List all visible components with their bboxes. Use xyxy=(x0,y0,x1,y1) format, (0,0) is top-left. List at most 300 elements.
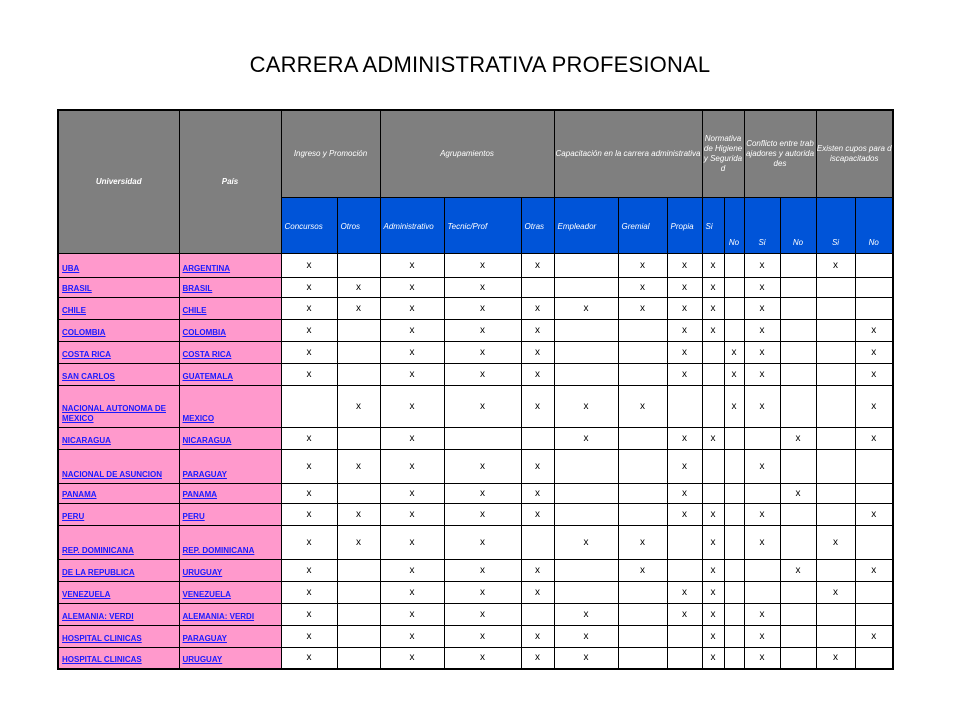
cell-tecnic-prof: x xyxy=(444,603,521,625)
cell-higiene-no xyxy=(724,647,744,669)
cell-cupos-si xyxy=(816,625,855,647)
subheader-tecnic-prof: Tecnic/Prof xyxy=(444,197,521,253)
cell-empleador xyxy=(554,277,618,297)
cell-universidad xyxy=(58,525,179,559)
cell-cupos-no xyxy=(855,277,893,297)
cell-otros xyxy=(337,647,380,669)
cell-universidad xyxy=(58,363,179,385)
cell-higiene-no: x xyxy=(724,363,744,385)
cell-conflicto-si: x xyxy=(744,253,780,277)
cell-propia xyxy=(667,625,702,647)
header-agrupamientos: Agrupamientos xyxy=(380,110,554,197)
universidad-link[interactable]: HOSPITAL CLINICAS xyxy=(62,655,142,664)
table-row xyxy=(58,483,893,503)
universidad-link[interactable]: UBA xyxy=(62,263,80,273)
cell-pais xyxy=(179,297,281,319)
cell-conflicto-si: x xyxy=(744,647,780,669)
pais-link[interactable]: ALEMANIA: VERDI xyxy=(182,611,255,621)
cell-cupos-si xyxy=(816,503,855,525)
cell-otros xyxy=(337,341,380,363)
cell-higiene-si: x xyxy=(702,277,724,297)
page-title: CARRERA ADMINISTRATIVA PROFESIONAL xyxy=(249,52,711,77)
cell-otros: x xyxy=(337,449,380,483)
cell-administrativo: x xyxy=(380,647,444,669)
cell-cupos-si xyxy=(816,319,855,341)
cell-pais xyxy=(179,625,281,647)
cell-higiene-no xyxy=(724,581,744,603)
universidad-link[interactable]: REP. DOMINICANA xyxy=(62,545,134,555)
cell-otros: x xyxy=(337,297,380,319)
header-cupos: Existen cupos para discapacitados xyxy=(816,110,893,197)
universidad-link[interactable]: BRASIL xyxy=(62,283,92,293)
cell-otras: x xyxy=(521,341,554,363)
cell-conflicto-no: x xyxy=(780,427,816,449)
cell-cupos-si xyxy=(816,341,855,363)
pais-link[interactable]: PANAMA xyxy=(182,489,218,499)
cell-higiene-no: x xyxy=(724,341,744,363)
pais-link[interactable]: COSTA RICA xyxy=(182,349,232,359)
universidad-link[interactable]: HOSPITAL CLINICAS xyxy=(62,633,142,643)
cell-conflicto-si: x xyxy=(744,503,780,525)
table-row xyxy=(58,385,893,427)
table-row xyxy=(58,341,893,363)
cell-propia xyxy=(667,525,702,559)
pais-link[interactable]: NICARAGUA xyxy=(182,435,232,445)
cell-higiene-no xyxy=(724,297,744,319)
universidad-link[interactable]: PANAMA xyxy=(62,489,97,499)
cell-propia: x xyxy=(667,297,702,319)
cell-concursos: x xyxy=(281,277,337,297)
cell-cupos-no xyxy=(855,253,893,277)
cell-pais xyxy=(179,503,281,525)
universidad-link[interactable]: COSTA RICA xyxy=(62,349,111,359)
cell-empleador xyxy=(554,581,618,603)
cell-administrativo: x xyxy=(380,449,444,483)
cell-propia: x xyxy=(667,319,702,341)
table-row xyxy=(58,525,893,559)
cell-tecnic-prof: x xyxy=(444,647,521,669)
cell-pais xyxy=(179,385,281,427)
cell-propia xyxy=(667,559,702,581)
table-row xyxy=(58,625,893,647)
cell-higiene-no xyxy=(724,559,744,581)
cell-empleador xyxy=(554,503,618,525)
cell-concursos: x xyxy=(281,647,337,669)
cell-concursos: x xyxy=(281,581,337,603)
cell-conflicto-si: x xyxy=(744,363,780,385)
cell-universidad xyxy=(58,483,179,503)
cell-propia xyxy=(667,647,702,669)
universidad-link[interactable]: CHILE xyxy=(62,305,86,315)
cell-cupos-no: x xyxy=(855,341,893,363)
cell-conflicto-no xyxy=(780,277,816,297)
cell-administrativo: x xyxy=(380,363,444,385)
cell-conflicto-no xyxy=(780,647,816,669)
cell-otras: x xyxy=(521,647,554,669)
cell-empleador: x xyxy=(554,297,618,319)
cell-conflicto-no xyxy=(780,341,816,363)
cell-conflicto-no xyxy=(780,525,816,559)
pais-link[interactable]: COLOMBIA xyxy=(182,327,227,337)
subheader-empleador: Empleador xyxy=(554,197,618,253)
cell-otras xyxy=(521,427,554,449)
cell-higiene-si xyxy=(702,363,724,385)
cell-higiene-no xyxy=(724,449,744,483)
cell-otras: x xyxy=(521,319,554,341)
table-row xyxy=(58,647,893,669)
cell-gremial xyxy=(618,341,667,363)
cell-otras xyxy=(521,603,554,625)
cell-otros xyxy=(337,625,380,647)
cell-gremial: x xyxy=(618,385,667,427)
cell-higiene-no xyxy=(724,319,744,341)
cell-pais xyxy=(179,319,281,341)
cell-pais xyxy=(179,647,281,669)
cell-conflicto-si: x xyxy=(744,385,780,427)
cell-higiene-si: x xyxy=(702,319,724,341)
cell-universidad xyxy=(58,277,179,297)
cell-tecnic-prof: x xyxy=(444,277,521,297)
cell-administrativo: x xyxy=(380,525,444,559)
subheader-gremial: Gremial xyxy=(618,197,667,253)
cell-tecnic-prof: x xyxy=(444,483,521,503)
cell-universidad xyxy=(58,253,179,277)
cell-tecnic-prof: x xyxy=(444,559,521,581)
pais-link[interactable]: PERU xyxy=(182,511,205,521)
subheader-propia: Propia xyxy=(667,197,702,253)
pais-link[interactable]: URUGUAY xyxy=(182,655,223,664)
cell-cupos-si xyxy=(816,603,855,625)
cell-empleador: x xyxy=(554,647,618,669)
cell-gremial: x xyxy=(618,525,667,559)
cell-universidad xyxy=(58,319,179,341)
cell-higiene-si: x xyxy=(702,559,724,581)
cell-otras: x xyxy=(521,363,554,385)
cell-cupos-si xyxy=(816,297,855,319)
cell-otros xyxy=(337,603,380,625)
cell-concursos: x xyxy=(281,363,337,385)
cell-otros xyxy=(337,483,380,503)
cell-higiene-si xyxy=(702,449,724,483)
universidad-link[interactable]: ALEMANIA: VERDI xyxy=(62,611,134,621)
pais-link[interactable]: REP. DOMINICANA xyxy=(182,545,255,555)
universidad-link[interactable]: PERU xyxy=(62,511,85,521)
cell-cupos-si xyxy=(816,559,855,581)
table-row xyxy=(58,603,893,625)
cell-propia xyxy=(667,385,702,427)
cell-tecnic-prof: x xyxy=(444,253,521,277)
cell-otras: x xyxy=(521,559,554,581)
cell-pais xyxy=(179,559,281,581)
cell-cupos-no xyxy=(855,297,893,319)
cell-conflicto-no xyxy=(780,503,816,525)
header-universidad: Universidad xyxy=(58,110,179,253)
cell-cupos-no xyxy=(855,581,893,603)
universidad-link[interactable]: NICARAGUA xyxy=(62,435,111,445)
cell-universidad xyxy=(58,603,179,625)
cell-cupos-no xyxy=(855,449,893,483)
cell-pais xyxy=(179,449,281,483)
cell-tecnic-prof: x xyxy=(444,385,521,427)
cell-tecnic-prof: x xyxy=(444,449,521,483)
cell-otros: x xyxy=(337,503,380,525)
cell-otros xyxy=(337,427,380,449)
cell-administrativo: x xyxy=(380,341,444,363)
cell-empleador: x xyxy=(554,385,618,427)
cell-higiene-si xyxy=(702,483,724,503)
cell-higiene-si: x xyxy=(702,297,724,319)
cell-otros xyxy=(337,581,380,603)
cell-conflicto-si xyxy=(744,483,780,503)
cell-conflicto-no: x xyxy=(780,559,816,581)
cell-propia: x xyxy=(667,503,702,525)
cell-propia: x xyxy=(667,277,702,297)
cell-cupos-no: x xyxy=(855,625,893,647)
cell-conflicto-no xyxy=(780,603,816,625)
cell-concursos: x xyxy=(281,341,337,363)
cell-propia: x xyxy=(667,427,702,449)
cell-concursos: x xyxy=(281,559,337,581)
pais-link[interactable]: PARAGUAY xyxy=(182,469,227,479)
cell-cupos-si xyxy=(816,427,855,449)
cell-higiene-si: x xyxy=(702,503,724,525)
cell-concursos: x xyxy=(281,603,337,625)
cell-cupos-no: x xyxy=(855,385,893,427)
cell-concursos: x xyxy=(281,449,337,483)
cell-pais xyxy=(179,277,281,297)
cell-cupos-si xyxy=(816,277,855,297)
cell-otras: x xyxy=(521,297,554,319)
cell-higiene-no: x xyxy=(724,385,744,427)
cell-cupos-no: x xyxy=(855,363,893,385)
cell-higiene-si xyxy=(702,341,724,363)
cell-gremial xyxy=(618,625,667,647)
cell-higiene-no xyxy=(724,483,744,503)
cell-cupos-si xyxy=(816,483,855,503)
cell-concursos: x xyxy=(281,319,337,341)
header-pais: País xyxy=(179,110,281,253)
cell-otras: x xyxy=(521,449,554,483)
cell-concursos: x xyxy=(281,297,337,319)
subheader-higiene-no: No xyxy=(724,197,744,253)
universidad-link[interactable]: DE LA REPUBLICA xyxy=(62,567,135,577)
table-row xyxy=(58,297,893,319)
cell-administrativo: x xyxy=(380,385,444,427)
cell-conflicto-si xyxy=(744,581,780,603)
subheader-otras: Otras xyxy=(521,197,554,253)
universidad-link[interactable]: VENEZUELA xyxy=(62,589,111,599)
cell-cupos-no xyxy=(855,525,893,559)
cell-universidad xyxy=(58,341,179,363)
cell-gremial xyxy=(618,319,667,341)
cell-conflicto-si: x xyxy=(744,525,780,559)
cell-tecnic-prof: x xyxy=(444,319,521,341)
cell-pais xyxy=(179,427,281,449)
cell-pais xyxy=(179,341,281,363)
cell-empleador xyxy=(554,253,618,277)
pais-link[interactable]: PARAGUAY xyxy=(182,633,227,643)
cell-gremial: x xyxy=(618,277,667,297)
subheader-higiene-si: Si xyxy=(702,197,724,253)
cell-otros xyxy=(337,559,380,581)
cell-otras xyxy=(521,525,554,559)
cell-gremial: x xyxy=(618,253,667,277)
cell-empleador xyxy=(554,363,618,385)
cell-otros xyxy=(337,253,380,277)
cell-conflicto-no: x xyxy=(780,483,816,503)
header-conflicto: Conflicto entre trabajadores y autoridades xyxy=(744,110,816,197)
cell-otros: x xyxy=(337,525,380,559)
cell-otras: x xyxy=(521,483,554,503)
cell-cupos-si: x xyxy=(816,647,855,669)
cell-propia: x xyxy=(667,341,702,363)
cell-higiene-no xyxy=(724,427,744,449)
cell-universidad xyxy=(58,625,179,647)
cell-higiene-no xyxy=(724,525,744,559)
cell-otras: x xyxy=(521,503,554,525)
cell-pais xyxy=(179,581,281,603)
cell-cupos-no: x xyxy=(855,427,893,449)
cell-empleador: x xyxy=(554,525,618,559)
cell-universidad xyxy=(58,559,179,581)
cell-otras: x xyxy=(521,625,554,647)
pais-link[interactable]: CHILE xyxy=(182,305,207,315)
cell-gremial xyxy=(618,503,667,525)
cell-conflicto-si xyxy=(744,427,780,449)
pais-link[interactable]: URUGUAY xyxy=(182,567,223,577)
subheader-conflicto-no: No xyxy=(780,197,816,253)
pais-link[interactable]: BRASIL xyxy=(182,283,213,293)
cell-pais xyxy=(179,253,281,277)
cell-universidad xyxy=(58,503,179,525)
cell-empleador xyxy=(554,559,618,581)
universidad-link[interactable]: NACIONAL AUTONOMA DE MEXICO xyxy=(62,403,166,423)
cell-universidad xyxy=(58,581,179,603)
cell-conflicto-si: x xyxy=(744,341,780,363)
pais-link[interactable]: GUATEMALA xyxy=(182,371,234,381)
cell-conflicto-no xyxy=(780,363,816,385)
cell-universidad xyxy=(58,449,179,483)
cell-cupos-si xyxy=(816,363,855,385)
cell-higiene-si: x xyxy=(702,625,724,647)
cell-pais xyxy=(179,525,281,559)
cell-conflicto-si: x xyxy=(744,603,780,625)
universidad-link[interactable]: COLOMBIA xyxy=(62,327,106,337)
cell-propia: x xyxy=(667,363,702,385)
subheader-concursos: Concursos xyxy=(281,197,337,253)
cell-universidad xyxy=(58,427,179,449)
cell-otras: x xyxy=(521,253,554,277)
cell-otras: x xyxy=(521,581,554,603)
cell-empleador: x xyxy=(554,625,618,647)
cell-cupos-no: x xyxy=(855,503,893,525)
cell-administrativo: x xyxy=(380,277,444,297)
cell-administrativo: x xyxy=(380,253,444,277)
cell-empleador: x xyxy=(554,603,618,625)
cell-concursos: x xyxy=(281,427,337,449)
header-capacitacion: Capacitación en la carrera administrativa xyxy=(554,110,702,197)
cell-cupos-si: x xyxy=(816,581,855,603)
cell-conflicto-no xyxy=(780,625,816,647)
cell-conflicto-no xyxy=(780,297,816,319)
cell-propia: x xyxy=(667,581,702,603)
cell-cupos-no xyxy=(855,603,893,625)
universidad-link[interactable]: NACIONAL DE ASUNCION xyxy=(62,469,163,479)
subheader-cupos-no: No xyxy=(855,197,893,253)
cell-gremial xyxy=(618,581,667,603)
cell-concursos: x xyxy=(281,503,337,525)
cell-higiene-si: x xyxy=(702,603,724,625)
universidad-link[interactable]: SAN CARLOS xyxy=(62,371,115,381)
cell-higiene-si: x xyxy=(702,581,724,603)
cell-tecnic-prof: x xyxy=(444,503,521,525)
subheader-cupos-si: Si xyxy=(816,197,855,253)
table-row xyxy=(58,319,893,341)
pais-link[interactable]: ARGENTINA xyxy=(182,263,231,273)
cell-universidad xyxy=(58,297,179,319)
cell-gremial xyxy=(618,363,667,385)
cell-conflicto-no xyxy=(780,319,816,341)
cell-universidad xyxy=(58,647,179,669)
cell-empleador xyxy=(554,449,618,483)
cell-concursos: x xyxy=(281,483,337,503)
cell-cupos-no xyxy=(855,647,893,669)
cell-tecnic-prof: x xyxy=(444,341,521,363)
cell-pais xyxy=(179,603,281,625)
cell-conflicto-si: x xyxy=(744,277,780,297)
cell-tecnic-prof: x xyxy=(444,581,521,603)
cell-administrativo: x xyxy=(380,503,444,525)
cell-empleador xyxy=(554,319,618,341)
cell-higiene-si: x xyxy=(702,647,724,669)
cell-conflicto-no xyxy=(780,449,816,483)
subheader-otros: Otros xyxy=(337,197,380,253)
cell-cupos-si: x xyxy=(816,525,855,559)
cell-gremial xyxy=(618,603,667,625)
cell-cupos-no xyxy=(855,483,893,503)
cell-concursos: x xyxy=(281,253,337,277)
cell-pais xyxy=(179,363,281,385)
cell-gremial xyxy=(618,449,667,483)
cell-gremial: x xyxy=(618,559,667,581)
cell-higiene-no xyxy=(724,603,744,625)
cell-administrativo: x xyxy=(380,319,444,341)
cell-pais xyxy=(179,483,281,503)
cell-empleador xyxy=(554,341,618,363)
table-row xyxy=(58,581,893,603)
cell-higiene-si xyxy=(702,385,724,427)
cell-tecnic-prof xyxy=(444,427,521,449)
cell-propia: x xyxy=(667,603,702,625)
table-row xyxy=(58,277,893,297)
cell-higiene-si: x xyxy=(702,427,724,449)
pais-link[interactable]: MEXICO xyxy=(182,413,215,423)
cell-higiene-no xyxy=(724,503,744,525)
table-row xyxy=(58,449,893,483)
cell-administrativo: x xyxy=(380,581,444,603)
pais-link[interactable]: VENEZUELA xyxy=(182,589,231,599)
cell-administrativo: x xyxy=(380,427,444,449)
cell-otros: x xyxy=(337,277,380,297)
cell-conflicto-si: x xyxy=(744,319,780,341)
cell-propia: x xyxy=(667,449,702,483)
cell-empleador: x xyxy=(554,427,618,449)
cell-conflicto-si xyxy=(744,559,780,581)
cell-otros: x xyxy=(337,385,380,427)
cell-otros xyxy=(337,363,380,385)
cell-tecnic-prof: x xyxy=(444,525,521,559)
cell-higiene-no xyxy=(724,277,744,297)
